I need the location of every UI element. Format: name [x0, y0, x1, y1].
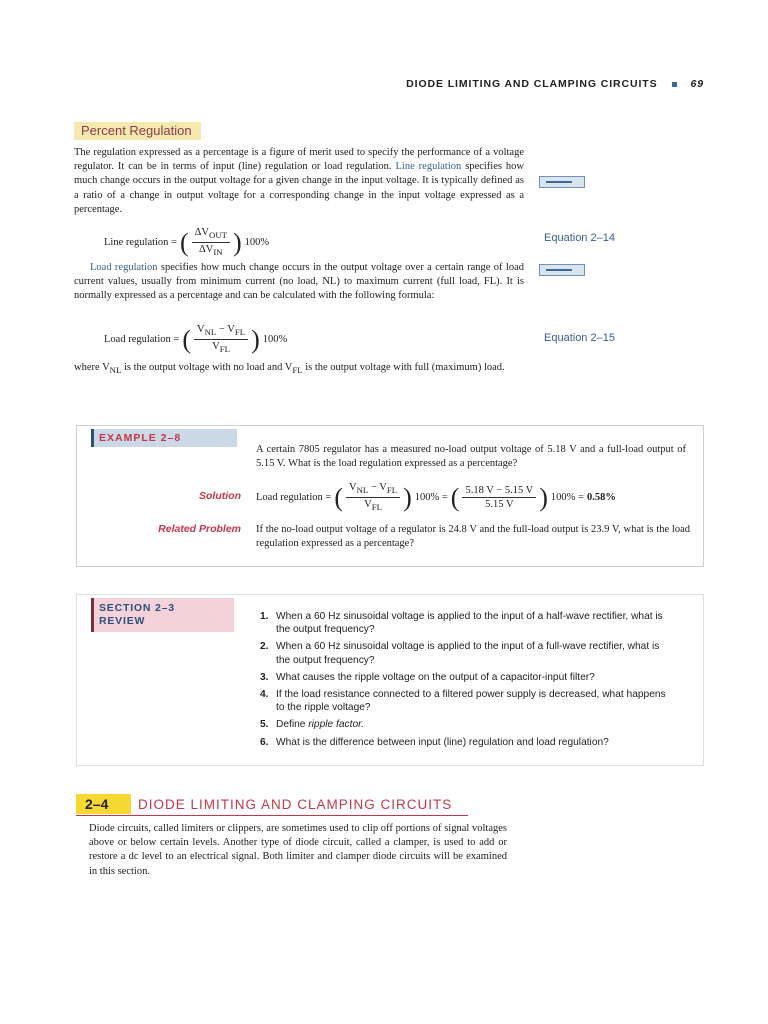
percent-regulation-heading [74, 122, 204, 140]
fraction: $\frac{V_{NL} - V_{FL}}{V_{FL}}$ [194, 323, 248, 356]
fraction: $\frac{\Delta V_{OUT}}{\Delta V_{IN}}$ [192, 226, 230, 259]
margin-note-icon [539, 264, 585, 276]
heading-text: Percent Regulation [81, 123, 192, 138]
load-regulation-text: specifies how much change occurs in the output voltage over a certain range of load current values, usually from minimum current (no load, NL) to maximum current (full load, FL). It is normally expressed as a percentage and can be calculated with the following formula: [74, 262, 524, 302]
intro-paragraph [74, 146, 524, 217]
load-regulation-paragraph [74, 261, 524, 304]
where-paragraph: where $V_{NL}$ is the output voltage with no load and $V_{FL}$ is the output voltage with full (maximum) load. [74, 362, 505, 376]
section-2-4-heading [76, 794, 468, 816]
section-review-box [76, 594, 704, 766]
running-header-title: DIODE LIMITING AND CLAMPING CIRCUITS [406, 78, 658, 90]
review-question-list [260, 610, 672, 753]
solution-result: 0.58% [586, 492, 616, 504]
equation-2-14-label: Equation 2–14 [544, 232, 615, 244]
review-question: 3. What causes the ripple voltage on the output of a capacitor-input filter? [260, 671, 595, 683]
review-question: 2. When a 60 Hz sinusoidal voltage is applied to the input of a full-wave rectifier, what is the output frequency? [260, 641, 660, 666]
review-question: 1. When a 60 Hz sinusoidal voltage is applied to the input of a half-wave rectifier, what is the output frequency? [260, 611, 663, 636]
equation-lhs: Line regulation = [104, 237, 177, 249]
equation-tail: 100% [244, 237, 270, 249]
load-regulation-term: Load regulation [90, 262, 158, 273]
review-question: 5. Define ripple factor. [260, 719, 364, 731]
example-problem: A certain 7805 regulator has a measured no-load output voltage of 5.18 V and a full-load output of 5.15 V. What is the load regulation expressed as a percentage? [256, 444, 686, 470]
square-bullet-icon [672, 82, 677, 87]
running-header [406, 78, 704, 90]
solution-formula: Load regulation = ( $\frac{V_{NL} - V_{FL}}{V_{FL}}$ ) 100% = ( $\frac{5.18 V - 5.15 V}{5.15 V}$ ) 100% = 0.58% [256, 482, 616, 513]
related-problem-label: Related Problem [158, 523, 241, 535]
line-regulation-term: Line regulation [395, 161, 462, 173]
section-number: 2–4 [76, 794, 131, 814]
section-2-4-intro: Diode circuits, called limiters or clippers, are sometimes used to clip off portions of signal voltages above or below certain levels. Another type of diode circuit, called a clamper, is used to add or restore a dc level to an electrical signal. Both limiter and clamper diode circuits will be examined in this section. [89, 823, 507, 877]
example-tag: EXAMPLE 2–8 [91, 429, 237, 447]
review-question: 6. What is the difference between input (line) regulation and load regulation? [260, 736, 609, 748]
intro-text: The regulation expressed as a percentage is a figure of merit used to specify the performance of a voltage regulator. It can be in terms of input (line) regulation or load regulation. [74, 147, 524, 173]
page-number: 69 [690, 78, 704, 90]
equation-2-14: Line regulation = ( $\frac{\Delta V_{OUT}}{\Delta V_{IN}}$ ) 100% [104, 227, 270, 258]
section-review-tag-line2: REVIEW [99, 615, 146, 627]
section-title: DIODE LIMITING AND CLAMPING CIRCUITS [138, 797, 453, 812]
equation-lhs: Load regulation = [104, 334, 180, 346]
section-review-tag-line1: SECTION 2–3 [99, 602, 175, 614]
solution-label: Solution [199, 490, 241, 502]
margin-note-icon [539, 176, 585, 188]
line-regulation-text: specifies how much change occurs in the output voltage for a given change in the input voltage. It is typically defined as a ratio of a change in output voltage for a corresponding change in the input voltage expressed as a percentage. [74, 161, 525, 215]
equation-2-15: Load regulation = ( $\frac{V_{NL} - V_{FL}}{V_{FL}}$ ) 100% [104, 324, 288, 355]
equation-2-15-label: Equation 2–15 [544, 332, 615, 344]
review-question: 4. If the load resistance connected to a filtered power supply is decreased, what happens to the ripple voltage? [260, 689, 666, 714]
related-problem-text: If the no-load output voltage of a regulator is 24.8 V and the full-load output is 23.9 V, what is the load regulation expressed as a percentage? [256, 524, 690, 550]
section-review-tag [91, 598, 234, 632]
equation-tail: 100% [262, 334, 288, 346]
example-box [76, 425, 704, 567]
